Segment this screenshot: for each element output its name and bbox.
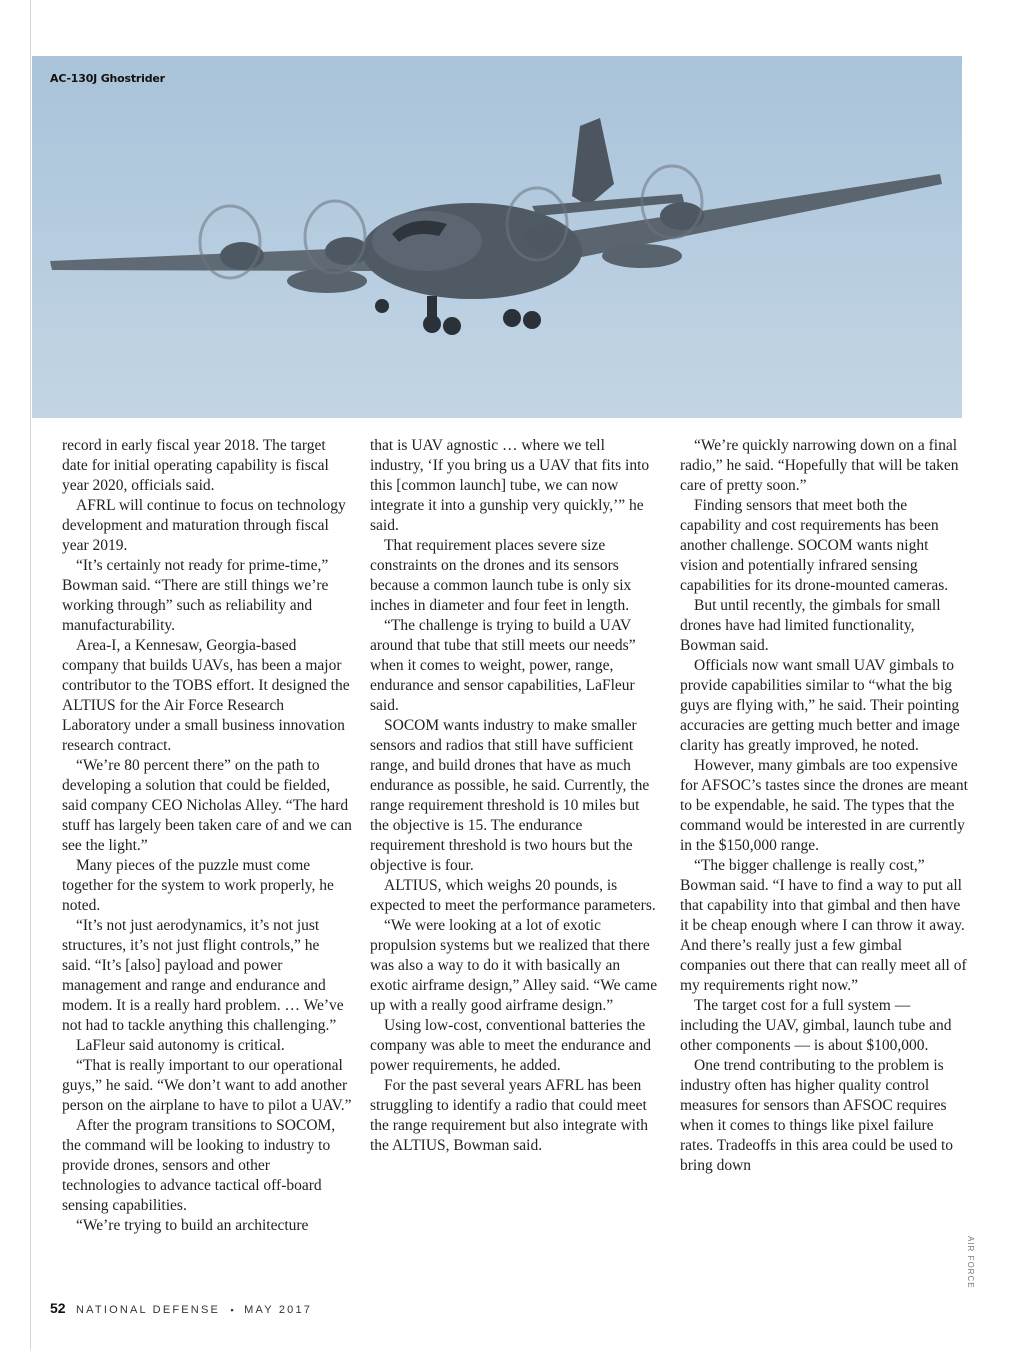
engine-nacelle <box>660 202 704 230</box>
paragraph: ALTIUS, which weighs 20 pounds, is expected to meet the performance parameters. <box>370 877 656 914</box>
page-number: 52 <box>50 1300 66 1316</box>
paragraph: Area-I, a Kennesaw, Georgia-based company that builds UAVs, has been a major contributor to the TOBS effort. It designed the ALTIUS for the Air Force Research Laboratory under a small business innovation research contract. <box>62 637 350 754</box>
photo-credit: AIR FORCE <box>966 1236 975 1289</box>
article-column-3 <box>680 436 970 1176</box>
paragraph: One trend contributing to the problem is industry often has higher quality control measures for sensors than AFSOC requires when it comes to things like pixel failure rates. Tradeoffs in this area could be used to bring down <box>680 1057 954 1174</box>
paragraph: SOCOM wants industry to make smaller sensors and radios that still have sufficient range, and build drones that have as much endurance as possible, he said. Currently, the range requirement threshold is 10 miles but the objective is 15. The endurance requirement threshold is two hours but the objective is four. <box>370 717 650 874</box>
paragraph: record in early fiscal year 2018. The target date for initial operating capability is fiscal year 2020, officials said. <box>62 437 329 494</box>
paragraph: “The challenge is trying to build a UAV around that tube that still meets our needs” when it comes to weight, power, range, endurance and sensor capabilities, LaFleur said. <box>370 617 636 714</box>
article-column-2 <box>370 436 660 1156</box>
paragraph: However, many gimbals are too expensive for AFSOC’s tastes since the drones are meant to be expendable, he said. The types that the command would be interested in are currently in the $150,000 range. <box>680 757 968 854</box>
paragraph: “We’re quickly narrowing down on a final radio,” he said. “Hopefully that will be taken care of pretty soon.” <box>680 437 959 494</box>
article-column-1 <box>62 436 352 1236</box>
paragraph: “That is really important to our operational guys,” he said. “We don’t want to add another person on the airplane to have to pilot a UAV.” <box>62 1057 352 1114</box>
paragraph: After the program transitions to SOCOM, the command will be looking to industry to provide drones, sensors and other technologies to advance tactical off-board sensing capabilities. <box>62 1117 336 1214</box>
paragraph: Finding sensors that meet both the capability and cost requirements has been another challenge. SOCOM wants night vision and potentially infrared sensing capabilities for its drone-mounted cameras. <box>680 497 949 594</box>
paragraph: But until recently, the gimbals for small drones have had limited functionality, Bowman said. <box>680 597 941 654</box>
paragraph: Using low-cost, conventional batteries the company was able to meet the endurance and power requirements, he added. <box>370 1017 652 1074</box>
paragraph: The target cost for a full system — including the UAV, gimbal, launch tube and other components — is about $100,000. <box>680 997 952 1054</box>
paragraph: LaFleur said autonomy is critical. <box>76 1037 285 1054</box>
issue-date: MAY 2017 <box>244 1304 313 1316</box>
footer-separator: ▪ <box>230 1305 234 1315</box>
paragraph: Many pieces of the puzzle must come together for the system to work properly, he noted. <box>62 857 334 914</box>
photo-caption: AC-130J Ghostrider <box>50 72 165 85</box>
paragraph: AFRL will continue to focus on technology development and maturation through fiscal year 2019. <box>62 497 346 554</box>
aircraft-photo <box>32 56 962 418</box>
landing-gear <box>375 296 541 335</box>
paragraph: “It’s not just aerodynamics, it’s not just structures, it’s not just flight controls,” he said. “It’s [also] payload and power management and range and endurance and modem. It is a really hard problem. … We’ve not had to tackle anything this challenging.” <box>62 917 344 1034</box>
publication-name: NATIONAL DEFENSE <box>76 1304 221 1316</box>
paragraph: “We were looking at a lot of exotic propulsion systems but we realized that there was also a way to do it with basically an exotic airframe design,” Alley said. “We came up with a really good airframe design.” <box>370 917 658 1014</box>
tail-fin <box>572 118 614 206</box>
paragraph: “We’re trying to build an architecture <box>76 1217 309 1234</box>
paragraph: For the past several years AFRL has been struggling to identify a radio that could meet the range requirement but also integrate with the ALTIUS, Bowman said. <box>370 1077 649 1154</box>
paragraph: “We’re 80 percent there” on the path to developing a solution that could be fielded, said company CEO Nicholas Alley. “The hard stuff has largely been taken care of and we can see the light.” <box>62 757 352 854</box>
engine-nacelle <box>525 224 569 252</box>
paragraph: That requirement places severe size constraints on the drones and its sensors because a common launch tube is only six inches in diameter and four feet in length. <box>370 537 632 614</box>
paragraph: “The bigger challenge is really cost,” Bowman said. “I have to find a way to put all that capability into that gimbal and then have it be cheap enough where I can throw it away. And there’s really just a few gimbal companies out there that can really meet all of my requirements right now.” <box>680 857 967 994</box>
page-footer <box>50 1300 312 1318</box>
fuel-tank <box>602 244 682 268</box>
paragraph: that is UAV agnostic … where we tell industry, ‘If you bring us a UAV that fits into this [common launch] tube, we can now integrate it into a gunship very quickly,’” he said. <box>370 437 650 534</box>
page-edge-rule <box>30 0 31 1350</box>
paragraph: Officials now want small UAV gimbals to provide capabilities similar to “what the big guys are flying with,” he said. Their pointing accuracies are getting much better and image clarity has greatly improved, he noted. <box>680 657 960 754</box>
paragraph: “It’s certainly not ready for prime-time,” Bowman said. “There are still things we’re working through” such as reliability and manufacturability. <box>62 557 329 634</box>
ac-130j-illustration <box>32 56 962 418</box>
